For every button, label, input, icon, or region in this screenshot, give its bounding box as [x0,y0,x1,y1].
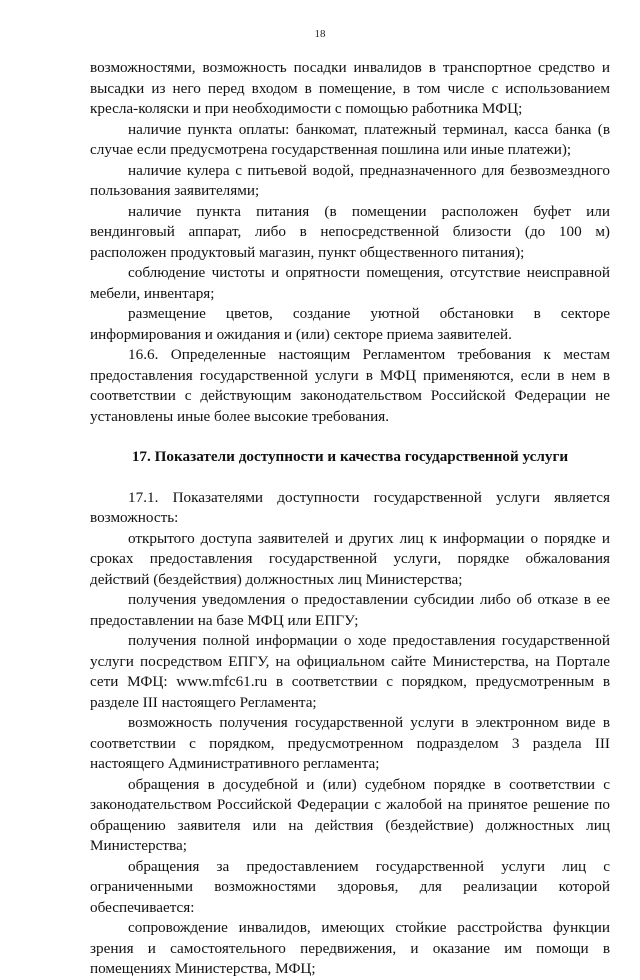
section-heading: 17. Показатели доступности и качества государственной услуги [131,448,569,465]
paragraph: наличие пункта оплаты: банкомат, платежный терминал, касса банка (в случае если предусмотрена государственная пошлина или иные платежи); [90,120,610,158]
paragraph: открытого доступа заявителей и других лиц к информации о порядке и сроках предоставления государственной услуги, порядке обжалования действий (бездействия) должностных лиц Министерства; [90,529,610,588]
paragraph: 16.6. Определенные настоящим Регламентом требования к местам предоставления государственной услуги в МФЦ применяются, если в нем в соответствии с действующим законодательством Российской Федерации не установлены иные более высокие требования. [90,346,610,425]
paragraph-continued: возможностями, возможность посадки инвалидов в транспортное средство и высадки из него перед входом в помещение, в том числе с использованием кресла-коляски и при необходимости с помощью работника МФЦ; [90,59,610,117]
paragraph: соблюдение чистоты и опрятности помещения, отсутствие неисправной мебели, инвентаря; [90,264,610,302]
paragraph: обращения за предоставлением государственной услуги лиц с ограниченными возможностями здоровья, для реализации которой обеспечивается: [90,857,610,916]
paragraph: сопровождение инвалидов, имеющих стойкие расстройства функции зрения и самостоятельного передвижения, и оказание им помощи в помещениях Министерства, МФЦ; [90,919,610,977]
paragraph: обращения в досудебной и (или) судебном порядке в соответствии с законодательством Российской Федерации с жалобой на принятое решение по обращению заявителя или на действия (бездействие) должностных лиц Министерства; [90,775,610,854]
paragraph: возможность получения государственной услуги в электронном виде в соответствии с порядком, предусмотренном подразделом 3 раздела III настоящего Административного регламента; [90,714,610,772]
paragraph: размещение цветов, создание уютной обстановки в секторе информирования и ожидания и (или) секторе приема заявителей. [90,305,610,343]
paragraph: наличие пункта питания (в помещении расположен буфет или вендинговый аппарат, либо в непосредственной близости (до 100 м) расположен продуктовый магазин, пункт общественного питания); [90,202,610,261]
paragraph: наличие кулера с питьевой водой, предназначенного для безвозмездного пользования заявителями; [90,161,610,199]
paragraph: получения полной информации о ходе предоставления государственной услуги посредством ЕПГУ, на официальном сайте Министерства, на Портале сети МФЦ: www.mfc61.ru в соответствии с порядком, предусмотренным в разделе III настоящего Регламента; [90,632,610,711]
paragraph: получения уведомления о предоставлении субсидии либо об отказе в ее предоставлении на базе МФЦ или ЕПГУ; [90,591,610,629]
page-number: 18 [314,28,326,40]
paragraph: 17.1. Показателями доступности государственной услуги является возможность: [90,488,610,526]
document-body [90,58,610,980]
